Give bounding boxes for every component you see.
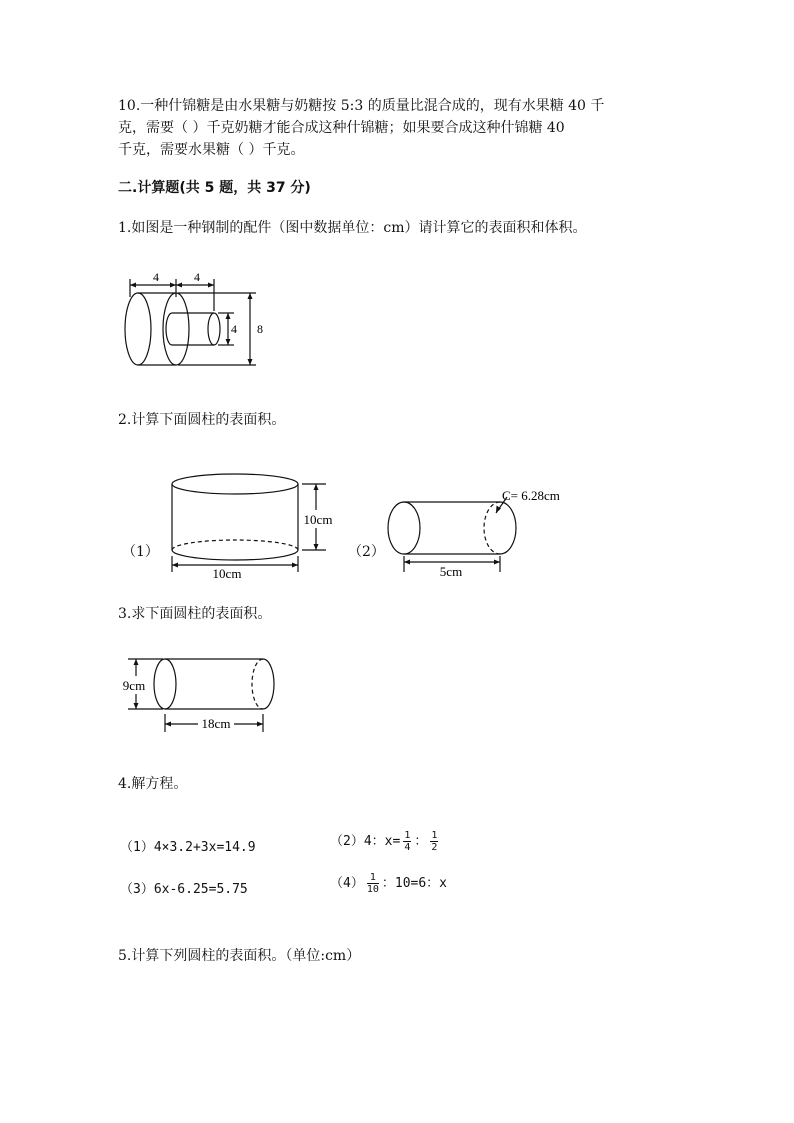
fig1-marker: （1）: [122, 544, 159, 560]
equation-2-prefix: （2）4：x=: [330, 834, 401, 849]
label-diameter-9cm: 9cm: [122, 678, 146, 693]
equation-2: [330, 830, 441, 853]
cylinder-figure-3: [118, 648, 288, 734]
q10-line-1: 10.一种什锦糖是由水果糖与奶糖按 5:3 的质量比混合成的，现有水果糖 40 千: [118, 98, 605, 114]
equation-1: （1）4×3.2+3x=14.9: [120, 840, 256, 855]
equation-3: （3）6x-6.25=5.75: [120, 882, 248, 897]
problem-4-text: 4.解方程。: [118, 776, 188, 792]
label-length: 5cm: [439, 564, 463, 579]
equation-4: [330, 872, 447, 895]
label-length-18cm: 18cm: [201, 716, 231, 731]
fraction-one-tenth: $\frac{1}{10}$: [366, 872, 379, 895]
problem-2-text: 2.计算下面圆柱的表面积。: [118, 412, 286, 428]
cylinder-figure-1: [160, 470, 350, 582]
fraction-one-half: $\frac{1}{2}$: [431, 830, 438, 853]
equation-4-prefix: （4）: [330, 876, 364, 891]
section-heading: 二.计算题(共 5 题，共 37 分): [118, 180, 311, 196]
fraction-one-quarter: $\frac{1}{4}$: [404, 830, 411, 853]
cylinder-figure-2: [384, 480, 584, 580]
label-diameter: 10cm: [212, 566, 242, 581]
ratio-colon: ：: [414, 834, 428, 849]
label-small-diameter: 4: [231, 322, 237, 336]
q10-line-2: 克，需要（ ）千克奶糖才能合成这种什锦糖；如果要合成这种什锦糖 40: [118, 120, 565, 136]
label-height: 10cm: [303, 512, 333, 527]
equation-4-suffix: ：10=6：x: [381, 876, 448, 891]
problem-5-text: 5.计算下列圆柱的表面积。（单位:cm）: [118, 948, 361, 964]
fig2-marker: （2）: [348, 544, 385, 560]
label-right-length: 4: [194, 270, 200, 284]
steel-part-figure: [118, 265, 278, 377]
label-big-diameter: 8: [257, 322, 263, 336]
problem-1-text: 1.如图是一种钢制的配件（图中数据单位：cm）请计算它的表面积和体积。: [118, 220, 587, 236]
label-circumference: C= 6.28cm: [502, 488, 560, 503]
problem-3-text: 3.求下面圆柱的表面积。: [118, 606, 272, 622]
label-left-length: 4: [153, 270, 159, 284]
q10-line-3: 千克，需要水果糖（ ）千克。: [118, 142, 305, 158]
